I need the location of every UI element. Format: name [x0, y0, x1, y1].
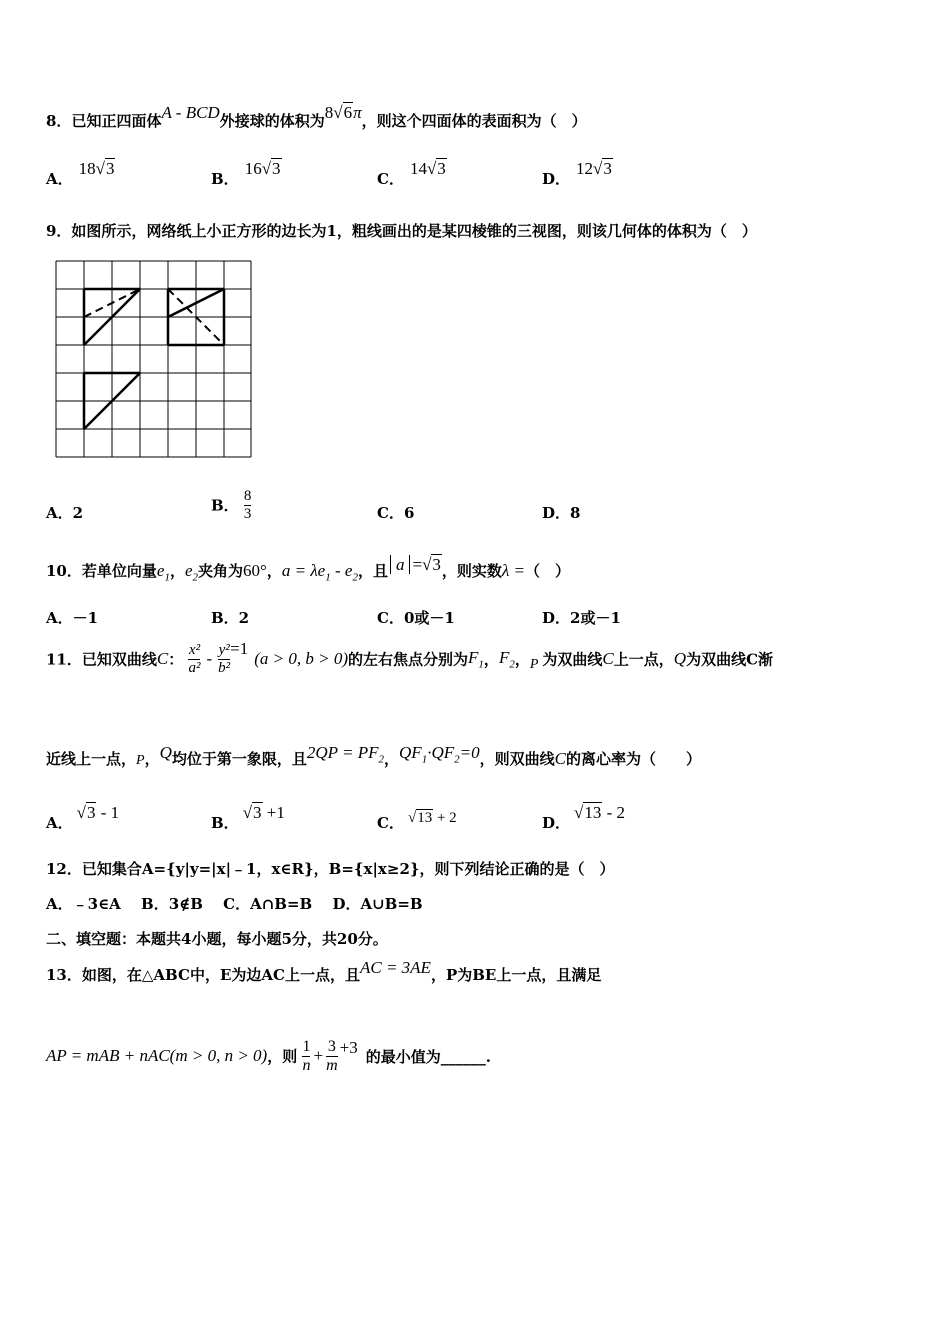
- abs-value-a: a: [395, 555, 405, 574]
- vector-equation-qp: [306, 743, 384, 766]
- vector-equation: [281, 561, 358, 584]
- option-label: A．: [46, 814, 73, 832]
- fraction-numerator: 8: [243, 488, 252, 504]
- magnitude-value: =√3: [412, 555, 441, 574]
- q11-option-a[interactable]: [46, 803, 120, 833]
- option-value: √3 +1: [242, 803, 285, 822]
- option-label: B．: [211, 814, 239, 832]
- q12-options[interactable]: A．﹣3∈A B．3∉B C．A∩B=B D．A∪B=B: [46, 895, 423, 913]
- option-rad: 3: [253, 803, 262, 822]
- option-rad: 3: [272, 159, 281, 178]
- q9-option-a[interactable]: A．2: [46, 504, 84, 522]
- q13-stem-line2: [46, 1038, 491, 1074]
- q11-stem-line1: [46, 639, 774, 676]
- q10-text-2: 夹角为: [198, 562, 244, 580]
- q8-stem: [46, 103, 587, 131]
- magnitude-eq: =: [412, 555, 423, 574]
- dot-product-equation: [399, 743, 480, 766]
- q11-line2-text-3: ，则双曲线: [479, 750, 555, 768]
- option-value: 16√3: [244, 159, 281, 178]
- vector-e1: [156, 561, 170, 584]
- angle-value: 60°: [243, 561, 267, 580]
- option-coef: 18: [78, 159, 96, 178]
- option-coef: 12: [576, 159, 594, 178]
- option-value: 18√3: [78, 159, 115, 178]
- fraction-numerator: 1: [302, 1038, 311, 1055]
- q12-stem: 12．已知集合A={y|y=|x|﹣1，x∈R}，B={x|x≥2}，则下列结论正确的是（ ）: [46, 860, 615, 878]
- option-value: 12√3: [576, 159, 612, 178]
- q10-option-d[interactable]: D．2或－1: [542, 609, 621, 627]
- q8-volume-coef: 8: [324, 103, 334, 122]
- dot-product-zero: =0: [459, 743, 480, 762]
- q11-option-c[interactable]: [377, 812, 457, 833]
- q11-colon: ：: [168, 650, 184, 669]
- section-heading: 二、填空题：本题共4小题，每小题5分，共20分。: [46, 930, 388, 948]
- option-value: √3 - 1: [76, 803, 120, 822]
- q13-text-1: 13．如图，在△ABC中，E为边AC上一点，且: [46, 966, 360, 984]
- option-label: C．: [377, 170, 404, 188]
- q8-number: 8．: [46, 112, 72, 130]
- option-coef: 16: [244, 159, 262, 178]
- q11-comma: ，: [384, 750, 400, 768]
- fraction-x2-a2: [188, 642, 200, 676]
- vector-equation-qp-sub: 2: [378, 753, 384, 766]
- q8-option-c[interactable]: [377, 159, 447, 189]
- option-rad: 3: [437, 159, 446, 178]
- option-tail: - 2: [602, 803, 626, 822]
- q11-text-3: 为双曲线: [542, 650, 603, 669]
- vector-ac-ae: AC = 3AE: [359, 958, 431, 977]
- q8-option-b[interactable]: [211, 159, 282, 189]
- q8-text-3: ，则这个四面体的表面积为（ ）: [361, 112, 587, 130]
- option-value: 14√3: [409, 159, 446, 178]
- q8-volume-pi: π: [353, 103, 362, 122]
- q11-text-2: 的左右焦点分别为: [348, 650, 469, 669]
- option-fraction: [244, 488, 252, 522]
- curve-c: C: [554, 749, 566, 768]
- q13-stem-line1: [46, 958, 602, 985]
- option-rad: 3: [105, 159, 115, 178]
- dot-product-sub2: 2: [454, 753, 460, 766]
- option-rad: 3: [86, 803, 96, 822]
- fraction-numerator: 3: [327, 1038, 336, 1055]
- vector-e2: [184, 561, 198, 584]
- focus-f2: [498, 647, 515, 671]
- fraction-denominator: 3: [243, 505, 252, 522]
- fraction-denominator: n: [302, 1056, 311, 1074]
- vector-ap-equation: AP = mAB + nAC(m > 0, n > 0): [46, 1046, 268, 1066]
- q11-line2-text-4: 的离心率为（ ）: [565, 750, 701, 768]
- option-label: B．: [211, 170, 239, 188]
- option-rad: 13: [417, 810, 433, 826]
- abs-value: [390, 555, 411, 574]
- equals-one: =1: [230, 639, 249, 658]
- focus-f1-sub: 1: [478, 658, 484, 671]
- option-coef: 14: [409, 159, 427, 178]
- q8-math-tetra: A - BCD: [161, 103, 220, 122]
- q11-option-d[interactable]: [542, 803, 626, 833]
- q10-text-1: 若单位向量: [81, 562, 157, 580]
- q11-text-5: 为双曲线C渐: [686, 650, 774, 669]
- fraction-numerator: y²: [218, 642, 230, 658]
- option-rad: 13: [584, 803, 602, 822]
- q10-number: 10．: [46, 562, 82, 580]
- vector-equation-mid: - e: [330, 561, 353, 580]
- dot-product-qf1: QF: [399, 743, 422, 762]
- option-label: C．: [377, 814, 404, 832]
- option-label: A．: [46, 170, 73, 188]
- q9-option-b[interactable]: [211, 488, 251, 522]
- q10-text-4: ，则实数: [441, 562, 502, 580]
- option-label: D．: [542, 170, 571, 188]
- option-rad: 3: [603, 159, 612, 178]
- curve-c: C: [602, 649, 614, 668]
- focus-f2-base: F: [498, 647, 510, 667]
- fraction-1-over-n: [302, 1038, 310, 1074]
- ab-condition: (a > 0, b > 0): [254, 649, 349, 668]
- q8-option-d[interactable]: [542, 159, 613, 189]
- q9-option-c[interactable]: C．6: [377, 504, 415, 522]
- q10-comma: ，: [169, 562, 185, 580]
- option-label: B．: [211, 496, 239, 515]
- q8-volume-rad: 6: [343, 103, 353, 122]
- q11-number: 11．: [46, 650, 82, 669]
- vector-e2-base: e: [184, 561, 193, 580]
- fraction-denominator: a²: [188, 659, 201, 676]
- q10-option-c[interactable]: C．0或－1: [377, 609, 455, 627]
- q11-line2-text-1: 近线上一点，: [46, 750, 137, 768]
- q13-text-4: 的最小值为______.: [365, 1047, 491, 1066]
- vector-equation-sub2: 2: [352, 571, 358, 584]
- dot-product-qf2: ·QF: [427, 743, 455, 762]
- minus-sign: -: [206, 649, 213, 668]
- focus-f2-sub: 2: [509, 658, 515, 671]
- vector-e1-sub: 1: [164, 571, 170, 584]
- q13-text-2: ，P为BE上一点，且满足: [430, 966, 602, 984]
- option-tail: +1: [262, 803, 285, 822]
- point-p: P: [529, 657, 539, 672]
- fraction-y2-b2: [218, 642, 230, 676]
- fraction-3-over-m: [326, 1038, 338, 1074]
- q8-volume: 8√6π: [324, 103, 362, 122]
- q8-option-a[interactable]: [46, 159, 115, 189]
- q11-option-b[interactable]: [211, 803, 285, 833]
- q11-text-4: 上一点，: [613, 650, 674, 669]
- vector-equation-qp-main: 2QP = PF: [306, 743, 379, 762]
- three-view-grid-figure: [52, 258, 256, 462]
- point-q: Q: [673, 649, 687, 668]
- vector-e2-sub: 2: [192, 571, 198, 584]
- dot-product-sub1: 1: [421, 753, 428, 766]
- lambda-symbol: λ =: [501, 561, 526, 580]
- q10-text-3: ，且: [357, 562, 388, 580]
- q10-option-a[interactable]: A．－1: [46, 609, 99, 627]
- focus-f1: [468, 647, 484, 671]
- fraction-denominator: b²: [218, 659, 231, 676]
- option-value: √13 - 2: [574, 803, 626, 822]
- q10-sep: ，: [266, 562, 282, 580]
- magnitude-rad: 3: [432, 555, 441, 574]
- plus-sign: +: [313, 1046, 324, 1066]
- q10-stem: [46, 555, 571, 584]
- q11-comma: ，: [514, 650, 530, 669]
- plus-three: +3: [339, 1038, 358, 1058]
- focus-f1-base: F: [468, 647, 479, 667]
- option-value: √13 + 2: [407, 810, 457, 826]
- vector-e1-base: e: [156, 561, 165, 580]
- fraction-denominator: m: [326, 1056, 338, 1074]
- option-tail: + 2: [433, 810, 457, 826]
- q11-line2-text-2: 均位于第一象限，且: [171, 750, 307, 768]
- vector-equation-sub1: 1: [325, 571, 331, 584]
- q10-text-5: （ ）: [525, 562, 571, 580]
- q10-option-b[interactable]: B．2: [211, 609, 250, 627]
- point-p: P: [136, 753, 145, 768]
- q11-comma: ，: [144, 750, 160, 768]
- q8-text-2: 外接球的体积为: [219, 112, 325, 130]
- point-q: Q: [159, 743, 172, 762]
- q9-option-d[interactable]: D．8: [542, 504, 581, 522]
- vector-equation-a: a = λe: [281, 561, 326, 580]
- option-label: D．: [542, 814, 571, 832]
- curve-c: C: [156, 649, 169, 668]
- fraction-numerator: x²: [188, 642, 201, 658]
- q11-text-1: 已知双曲线: [81, 650, 157, 669]
- q9-stem: 9．如图所示，网络纸上小正方形的边长为1，粗线画出的是某四棱锥的三视图，则该几何体的体积为（ ）: [46, 222, 757, 240]
- q8-text-1: 已知正四面体: [71, 112, 162, 130]
- q13-text-3: ，则: [267, 1047, 298, 1066]
- option-tail: - 1: [96, 803, 120, 822]
- q11-comma: ，: [483, 650, 499, 669]
- q11-stem-line2: [46, 743, 701, 771]
